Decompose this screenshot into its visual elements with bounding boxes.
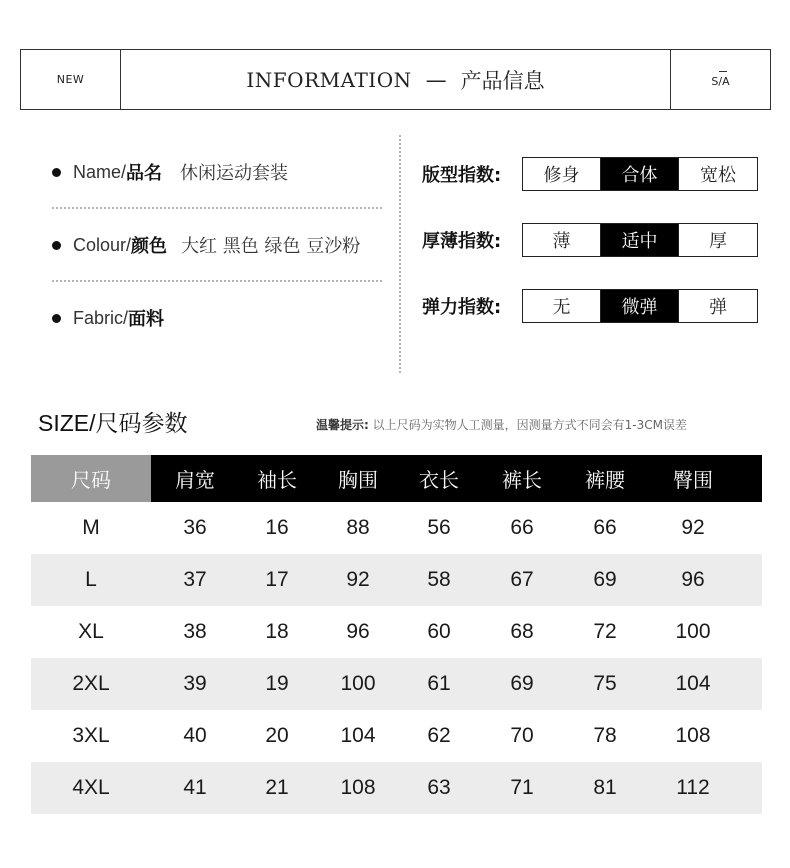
thickness-index-options bbox=[522, 223, 758, 257]
size-heading bbox=[38, 405, 188, 438]
sa-badge bbox=[670, 50, 770, 109]
bullet-dot bbox=[52, 314, 61, 323]
colour-value: 大红 黑色 绿色 豆沙粉 bbox=[181, 236, 361, 257]
colour-label-cn: 颜色 bbox=[131, 236, 168, 257]
cell-waist: 75 bbox=[593, 672, 617, 695]
fabric-label-en: Fabric/ bbox=[73, 307, 129, 328]
cell-shoulder: 39 bbox=[183, 672, 207, 695]
cell-length: 62 bbox=[427, 724, 451, 747]
cell-size: 4XL bbox=[72, 776, 110, 799]
info-row-name bbox=[52, 150, 382, 194]
colour-label-en: Colour/ bbox=[73, 234, 132, 255]
elasticity-option-none: 无 bbox=[523, 290, 601, 322]
cell-hip: 104 bbox=[675, 672, 711, 695]
table-row bbox=[31, 658, 762, 710]
cell-chest: 92 bbox=[346, 568, 370, 591]
cell-shoulder: 37 bbox=[183, 568, 207, 591]
sa-label: S/A bbox=[711, 75, 730, 88]
tip-text: 以上尺码为实物人工测量，因测量方式不同会有1-3CM误差 bbox=[372, 418, 687, 432]
cell-pants-length: 68 bbox=[510, 620, 534, 643]
elasticity-index-label: 弹力指数: bbox=[422, 297, 502, 318]
thickness-index bbox=[422, 223, 758, 257]
cell-waist: 72 bbox=[593, 620, 617, 643]
cell-sleeve: 17 bbox=[265, 568, 289, 591]
fit-index bbox=[422, 157, 758, 191]
fit-option-loose: 宽松 bbox=[679, 158, 757, 190]
cell-size: M bbox=[82, 516, 100, 539]
new-label: NEW bbox=[21, 50, 121, 109]
table-row bbox=[31, 606, 762, 658]
elasticity-option-stretch: 弹 bbox=[679, 290, 757, 322]
name-value: 休闲运动套装 bbox=[180, 163, 289, 184]
cell-chest: 108 bbox=[340, 776, 376, 799]
elasticity-index bbox=[422, 289, 758, 323]
page-title bbox=[121, 50, 670, 109]
header-waist: 裤腰 bbox=[585, 468, 625, 492]
table-row bbox=[31, 554, 762, 606]
size-tip bbox=[316, 416, 687, 433]
title-en: INFORMATION bbox=[246, 67, 412, 92]
header-shoulder: 肩宽 bbox=[175, 468, 215, 492]
fit-index-label: 版型指数: bbox=[422, 165, 502, 186]
cell-waist: 81 bbox=[593, 776, 617, 799]
cell-sleeve: 20 bbox=[265, 724, 289, 747]
title-separator: — bbox=[425, 67, 447, 92]
info-row-fabric bbox=[52, 296, 382, 340]
name-label-cn: 品名 bbox=[126, 163, 163, 184]
bullet-dot bbox=[52, 241, 61, 250]
info-row-colour bbox=[52, 223, 382, 267]
cell-size: XL bbox=[78, 620, 104, 643]
cell-hip: 100 bbox=[675, 620, 711, 643]
cell-hip: 108 bbox=[675, 724, 711, 747]
cell-pants-length: 71 bbox=[510, 776, 534, 799]
table-row bbox=[31, 710, 762, 762]
table-header bbox=[31, 455, 762, 502]
thickness-option-medium: 适中 bbox=[601, 224, 679, 256]
cell-pants-length: 70 bbox=[510, 724, 534, 747]
vertical-divider bbox=[399, 135, 401, 373]
cell-chest: 104 bbox=[340, 724, 376, 747]
info-header bbox=[20, 49, 771, 110]
header-length: 衣长 bbox=[419, 468, 459, 492]
product-info bbox=[52, 150, 382, 340]
table-row bbox=[31, 762, 762, 814]
cell-sleeve: 19 bbox=[265, 672, 289, 695]
cell-hip: 112 bbox=[676, 776, 710, 799]
header-chest: 胸围 bbox=[338, 468, 378, 492]
elasticity-option-slight: 微弹 bbox=[601, 290, 679, 322]
cell-waist: 78 bbox=[593, 724, 617, 747]
cell-chest: 96 bbox=[346, 620, 370, 643]
thickness-option-thin: 薄 bbox=[523, 224, 601, 256]
cell-chest: 88 bbox=[346, 516, 370, 539]
bullet-dot bbox=[52, 168, 61, 177]
header-pants-length: 裤长 bbox=[502, 468, 542, 492]
cell-pants-length: 67 bbox=[510, 568, 534, 591]
dotted-divider bbox=[52, 207, 382, 209]
cell-hip: 96 bbox=[681, 568, 705, 591]
elasticity-index-options bbox=[522, 289, 758, 323]
cell-size: 3XL bbox=[72, 724, 110, 747]
cell-length: 58 bbox=[427, 568, 451, 591]
thickness-index-label: 厚薄指数: bbox=[422, 231, 502, 252]
cell-size: 2XL bbox=[72, 672, 110, 695]
size-title-en: SIZE/ bbox=[38, 410, 96, 436]
cell-length: 56 bbox=[427, 516, 451, 539]
sa-overline bbox=[719, 71, 727, 72]
size-table bbox=[31, 455, 762, 814]
cell-shoulder: 41 bbox=[183, 776, 207, 799]
cell-sleeve: 21 bbox=[265, 776, 289, 799]
cell-length: 63 bbox=[427, 776, 451, 799]
header-size: 尺码 bbox=[31, 455, 151, 502]
cell-shoulder: 40 bbox=[183, 724, 207, 747]
size-title-cn: 尺码参数 bbox=[95, 411, 188, 437]
cell-hip: 92 bbox=[681, 516, 705, 539]
cell-pants-length: 66 bbox=[510, 516, 534, 539]
cell-shoulder: 36 bbox=[183, 516, 207, 539]
header-hip: 臀围 bbox=[673, 468, 713, 492]
fit-index-options bbox=[522, 157, 758, 191]
name-label-en: Name/ bbox=[73, 161, 127, 182]
cell-length: 60 bbox=[427, 620, 451, 643]
index-panel bbox=[422, 157, 758, 323]
cell-sleeve: 18 bbox=[265, 620, 289, 643]
cell-waist: 66 bbox=[593, 516, 617, 539]
cell-chest: 100 bbox=[340, 672, 376, 695]
cell-size: L bbox=[85, 568, 97, 591]
tip-label: 温馨提示: bbox=[316, 418, 369, 432]
cell-pants-length: 69 bbox=[510, 672, 534, 695]
fit-option-regular: 合体 bbox=[601, 158, 679, 190]
header-sleeve: 袖长 bbox=[257, 468, 297, 492]
fabric-label-cn: 面料 bbox=[128, 309, 165, 330]
thickness-option-thick: 厚 bbox=[679, 224, 757, 256]
table-row bbox=[31, 502, 762, 554]
dotted-divider bbox=[52, 280, 382, 282]
cell-waist: 69 bbox=[593, 568, 617, 591]
cell-shoulder: 38 bbox=[183, 620, 207, 643]
cell-sleeve: 16 bbox=[265, 516, 289, 539]
title-cn: 产品信息 bbox=[460, 68, 545, 93]
fit-option-slim: 修身 bbox=[523, 158, 601, 190]
cell-length: 61 bbox=[427, 672, 451, 695]
